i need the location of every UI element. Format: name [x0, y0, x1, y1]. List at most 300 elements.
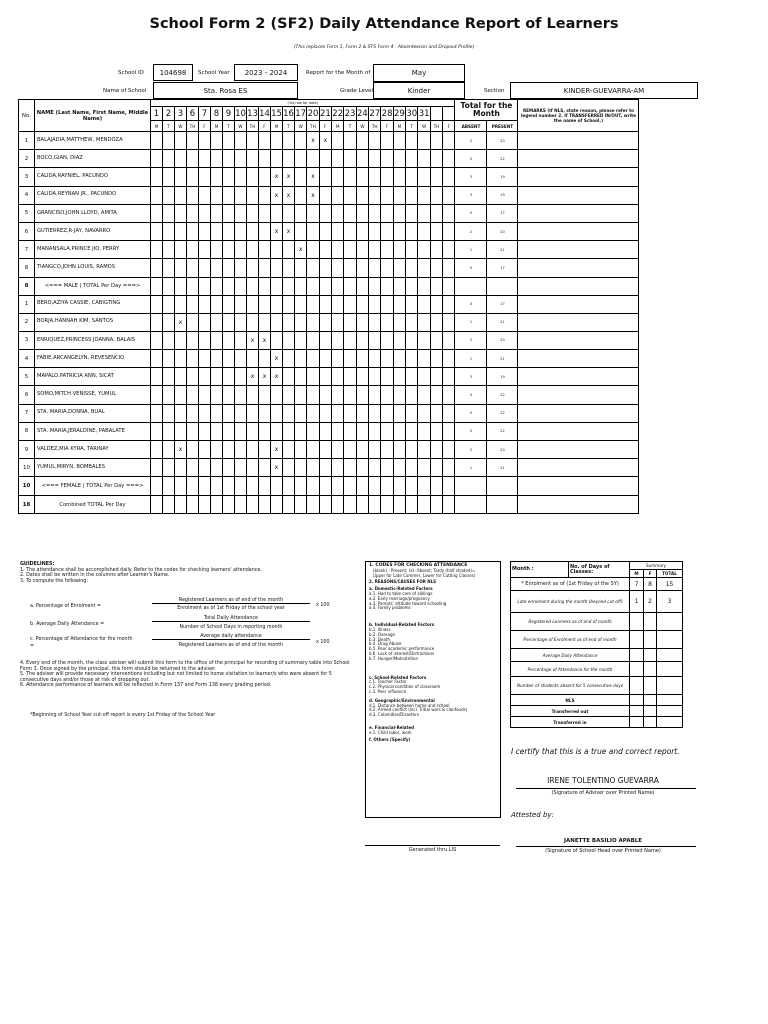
formula-c-label: c. Percentage of Attendance for the month [30, 637, 133, 642]
attendance-cell [307, 241, 319, 259]
attendance-cell [381, 313, 393, 331]
attendance-cell [247, 259, 259, 277]
absent-count: 0 [455, 404, 487, 422]
attendance-cell [443, 150, 455, 168]
attendance-cell [247, 277, 259, 295]
learner-name: YUMUL,MIRYN, BOMBALES [35, 459, 151, 477]
summary-pct-attendance-label: Percentage of Attendance for the month [511, 662, 630, 677]
attendance-cell [187, 313, 199, 331]
learner-number: 9 [19, 441, 35, 459]
attendance-cell [344, 477, 356, 496]
attendance-cell [406, 386, 418, 404]
learner-number: 10 [19, 459, 35, 477]
attendance-cell [295, 313, 307, 331]
attendance-cell [381, 204, 393, 222]
attendance-cell [443, 350, 455, 368]
attendance-cell [319, 459, 331, 477]
attendance-cell [295, 477, 307, 496]
summary-header: Summary [630, 562, 683, 570]
summary-registered-label: Registered Learners as of end of month [511, 613, 630, 631]
attendance-cell [247, 186, 259, 204]
attendance-cell [151, 295, 163, 313]
learner-name: CALIDA,REYNAN JR., PACUNDO [35, 186, 151, 204]
attendance-cell [295, 259, 307, 277]
attendance-cell [223, 459, 235, 477]
learner-number: 1 [19, 295, 35, 313]
attendance-cell [223, 241, 235, 259]
attendance-cell: x [247, 331, 259, 349]
attendance-cell [151, 222, 163, 240]
reasons-title: 2. REASONS/CAUSES FOR NLS [369, 579, 436, 585]
attendance-cell [271, 496, 283, 514]
total-number: 10 [19, 477, 35, 496]
weekday-cell: F [443, 121, 455, 132]
attendance-cell [443, 313, 455, 331]
date-cell: 31 [418, 108, 430, 119]
attendance-cell [332, 422, 344, 440]
attendance-cell [307, 150, 319, 168]
summary-month-label: Month : [511, 562, 569, 578]
attendance-cell [163, 241, 175, 259]
attendance-cell [393, 350, 405, 368]
attendance-cell [271, 277, 283, 295]
attendance-cell [175, 204, 187, 222]
school-year-label: School Year [198, 70, 230, 76]
remarks-cell [518, 132, 639, 150]
attendance-cell [187, 404, 199, 422]
attendance-cell [406, 241, 418, 259]
attendance-cell [187, 204, 199, 222]
absent-total [455, 277, 487, 295]
attendance-cell [151, 204, 163, 222]
absent-count: 0 [455, 204, 487, 222]
attendance-cell [163, 496, 175, 514]
attendance-cell [344, 295, 356, 313]
guideline-line: 6. Attendance performance of learners will be reflected in Form 137 and Form 138 every grading period. [20, 683, 272, 689]
attendance-cell [369, 204, 381, 222]
school-name-value: Sta. Rosa ES [153, 82, 298, 99]
attendance-cell [369, 259, 381, 277]
remarks-cell [518, 404, 639, 422]
guideline-line: 5. The adviser will provide necessary interventions including but not limited to home visitation to learner/s who were absent for 5 consecutive days and/or those at risk of dropping out. [20, 672, 332, 683]
weekday-cell: T [283, 121, 295, 132]
attendance-cell [235, 313, 247, 331]
attendance-cell [344, 441, 356, 459]
attendance-cell [356, 295, 368, 313]
attendance-cell [211, 331, 223, 349]
attendance-cell [332, 368, 344, 386]
attendance-cell [344, 150, 356, 168]
form-subtitle: (This replaces Form 1, Form 2 & STS Form 4 - Absenteeism and Dropout Profile) [293, 45, 475, 50]
attendance-cell [151, 168, 163, 186]
attendance-cell [369, 496, 381, 514]
attendance-cell [332, 241, 344, 259]
attendance-cell [393, 368, 405, 386]
attendance-cell [223, 222, 235, 240]
attendance-cell [271, 331, 283, 349]
attendance-cell [393, 277, 405, 295]
remarks-cell [518, 386, 639, 404]
formula-c-x100: x 100 [316, 640, 330, 645]
attendance-cell [344, 277, 356, 295]
attendance-cell [247, 295, 259, 313]
present-count: 19 [487, 186, 518, 204]
attendance-cell [175, 168, 187, 186]
attendance-cell [187, 186, 199, 204]
attendance-cell [223, 496, 235, 514]
attendance-cell [319, 422, 331, 440]
attendance-cell [418, 477, 430, 496]
formula-b-num: Total Daily Attendance [152, 616, 310, 622]
attendance-cell [381, 277, 393, 295]
attendance-cell [356, 350, 368, 368]
attendance-cell [443, 241, 455, 259]
formula-a-label: a. Percentage of Enrolment = [30, 604, 101, 609]
reason-item: a.1. Had to take care of siblings [369, 590, 433, 596]
attendance-cell [430, 168, 442, 186]
reason-group-title: f. Others (Specify) [369, 736, 411, 742]
attendance-cell [223, 277, 235, 295]
attendance-cell [163, 259, 175, 277]
attendance-cell [418, 350, 430, 368]
guidelines-more [20, 661, 360, 689]
attendance-cell [295, 295, 307, 313]
attendance-cell [271, 386, 283, 404]
attendance-cell [332, 386, 344, 404]
attendance-cell [319, 277, 331, 295]
attendance-cell [332, 186, 344, 204]
attendance-cell [211, 368, 223, 386]
attendance-cell [175, 496, 187, 514]
total-label: <=== FEMALE | TOTAL Per Day ===> [35, 477, 151, 496]
learner-name: STA. MARIA,DONNA, BUAL [35, 404, 151, 422]
weekday-cell: TH [307, 121, 319, 132]
attendance-cell [247, 477, 259, 496]
summary-late-label: Late enrolment during the month (beyond cut-off) [511, 591, 630, 613]
absent-count: 1 [455, 241, 487, 259]
attendance-cell [211, 350, 223, 368]
attendance-cell [430, 277, 442, 295]
weekday-cell: TH [369, 121, 381, 132]
reason-item: b.5. Poor academic performance [369, 646, 435, 652]
attendance-cell [319, 295, 331, 313]
attendance-cell [259, 404, 271, 422]
attendance-cell [430, 496, 442, 514]
date-cell: 30 [406, 108, 418, 119]
no-header: No. [19, 100, 35, 132]
learner-name: CALIDA,RAYNIEL, PACUNDO [35, 168, 151, 186]
attendance-cell [344, 404, 356, 422]
attendance-cell [319, 259, 331, 277]
attendance-cell [199, 277, 211, 295]
attendance-cell [151, 386, 163, 404]
attendance-cell [430, 368, 442, 386]
attendance-cell [418, 313, 430, 331]
attendance-cell [344, 241, 356, 259]
attendance-cell [199, 295, 211, 313]
attendance-codes-box [365, 561, 501, 818]
attendance-cell [443, 496, 455, 514]
attendance-cell [223, 259, 235, 277]
attendance-cell [369, 331, 381, 349]
table-row [19, 459, 639, 477]
learner-number: 7 [19, 404, 35, 422]
attendance-cell: x [271, 168, 283, 186]
reason-item: c.1. Teacher Factor [369, 679, 407, 685]
attendance-cell [187, 331, 199, 349]
section-value: KINDER-GUEVARRA-AM [510, 82, 698, 99]
attendance-cell [356, 368, 368, 386]
summary-ada-label: Average Daily Attendance [511, 649, 630, 662]
attendance-cell [199, 368, 211, 386]
attendance-cell [344, 459, 356, 477]
attendance-cell [235, 368, 247, 386]
attendance-cell [332, 295, 344, 313]
attendance-cell [175, 150, 187, 168]
attendance-cell: x [247, 368, 259, 386]
remarks-cell [518, 186, 639, 204]
attendance-cell [247, 241, 259, 259]
attendance-cell [443, 168, 455, 186]
summary-nls-label: NLS [511, 695, 630, 706]
attendance-cell [247, 496, 259, 514]
attendance-cell [199, 186, 211, 204]
attendance-cell [187, 132, 199, 150]
present-total [487, 277, 518, 295]
absent-count: 3 [455, 186, 487, 204]
attendance-cell [307, 496, 319, 514]
attendance-cell [259, 168, 271, 186]
absent-count: 0 [455, 150, 487, 168]
attendance-cell [418, 222, 430, 240]
absent-total [455, 477, 487, 496]
attendance-cell [406, 496, 418, 514]
attendance-cell [443, 277, 455, 295]
attendance-cell [393, 168, 405, 186]
attendance-cell [319, 368, 331, 386]
attendance-cell [211, 277, 223, 295]
attendance-cell [259, 277, 271, 295]
attendance-cell [356, 331, 368, 349]
attendance-cell [211, 132, 223, 150]
date-cell: 15 [271, 108, 282, 119]
attendance-cell [381, 422, 393, 440]
attendance-cell [187, 368, 199, 386]
attendance-cell [247, 204, 259, 222]
summary-enrolment-f: 8 [644, 578, 657, 591]
attendance-cell [381, 477, 393, 496]
attendance-cell [356, 132, 368, 150]
attendance-cell [430, 222, 442, 240]
learner-number: 8 [19, 259, 35, 277]
attendance-cell [332, 222, 344, 240]
weekday-cell: T [223, 121, 235, 132]
attendance-cell [223, 404, 235, 422]
attendance-cell [369, 477, 381, 496]
guidelines-title: GUIDELINES: [20, 562, 55, 567]
guideline-line: 4. Every end of the month, the class adviser will submit this form to the office of the principal for recording of summary table into School Form 3. Once signed by the principal, this form should be returned to the adviser. [20, 661, 350, 672]
date-cell: 27 [369, 108, 381, 119]
attendance-cell [247, 404, 259, 422]
attendance-cell [163, 459, 175, 477]
remarks-cell [518, 277, 639, 295]
attendance-cell [307, 459, 319, 477]
absent-count: 3 [455, 368, 487, 386]
attendance-cell [393, 259, 405, 277]
attendance-cell [356, 496, 368, 514]
attendance-cell [235, 459, 247, 477]
table-row [19, 168, 639, 186]
attendance-cell [259, 496, 271, 514]
attendance-cell [295, 386, 307, 404]
attendance-cell: x [271, 459, 283, 477]
adviser-name: IRENE TOLENTINO GUEVARRA [547, 776, 659, 785]
attendance-cell [307, 477, 319, 496]
attendance-cell [332, 404, 344, 422]
attendance-cell: x [259, 331, 271, 349]
attendance-cell [406, 132, 418, 150]
attendance-cell [430, 150, 442, 168]
remarks-cell [518, 168, 639, 186]
reason-item: b.6. Lack of interest/Distractions [369, 650, 435, 656]
attendance-cell [223, 132, 235, 150]
attendance-cell [418, 441, 430, 459]
attendance-cell [369, 386, 381, 404]
attendance-cell [223, 331, 235, 349]
attendance-cell [175, 368, 187, 386]
attendance-cell [430, 350, 442, 368]
attendance-cell [393, 186, 405, 204]
learner-number: 5 [19, 204, 35, 222]
attendance-cell [430, 295, 442, 313]
attendance-cell [175, 186, 187, 204]
attendance-cell [369, 150, 381, 168]
attendance-cell [430, 313, 442, 331]
attendance-cell [430, 386, 442, 404]
certify-statement: I certify that this is a true and correct report. [511, 747, 680, 756]
attendance-cell [406, 150, 418, 168]
attendance-cell [393, 477, 405, 496]
reason-item: b.4. Drug Abuse [369, 641, 402, 647]
attendance-cell [381, 259, 393, 277]
attendance-cell [163, 368, 175, 386]
summary-transferred-in-label: Transferred in [511, 717, 630, 728]
attendance-cell [211, 477, 223, 496]
attendance-cell [356, 441, 368, 459]
present-count: 17 [487, 259, 518, 277]
attendance-cell [223, 368, 235, 386]
attendance-cell [344, 386, 356, 404]
attendance-cell [163, 422, 175, 440]
attendance-cell [307, 331, 319, 349]
table-row [19, 204, 639, 222]
attendance-cell [223, 168, 235, 186]
attendance-cell [406, 313, 418, 331]
attendance-cell [381, 222, 393, 240]
attendance-cell [151, 404, 163, 422]
learner-number: 3 [19, 168, 35, 186]
remarks-cell [518, 350, 639, 368]
attendance-cell [199, 496, 211, 514]
attendance-cell [381, 168, 393, 186]
attendance-cell: x [283, 186, 295, 204]
date-cell: 10 [235, 108, 246, 119]
summary-enrolment-m: 7 [630, 578, 644, 591]
attendance-cell [187, 277, 199, 295]
present-count: 22 [487, 404, 518, 422]
guidelines [20, 562, 360, 584]
attendance-cell [175, 132, 187, 150]
attendance-cell [332, 441, 344, 459]
attendance-cell [418, 404, 430, 422]
attendance-cell [199, 259, 211, 277]
remarks-cell [518, 259, 639, 277]
attendance-cell [211, 150, 223, 168]
attendance-cell [259, 477, 271, 496]
attendance-cell [393, 441, 405, 459]
attendance-cell: x [283, 168, 295, 186]
attendance-cell [295, 132, 307, 150]
attendance-cell [319, 404, 331, 422]
attendance-cell [356, 150, 368, 168]
summary-pct-enrolment-label: Percentage of Enrolment as of end of month [511, 631, 630, 649]
attendance-cell [332, 168, 344, 186]
summary-enrolment-label: * Enrolment as of (1st Friday of the SY) [511, 578, 630, 591]
attendance-cell [381, 331, 393, 349]
learner-number: 6 [19, 386, 35, 404]
attendance-cell [235, 422, 247, 440]
attendance-cell [344, 368, 356, 386]
attendance-cell [356, 477, 368, 496]
attendance-cell [151, 422, 163, 440]
learner-name: VALDEZ,MIA KYRA, TARINAY [35, 441, 151, 459]
attendance-cell [307, 422, 319, 440]
remarks-cell [518, 241, 639, 259]
attendance-cell [418, 241, 430, 259]
reason-group-title: d. Geographic/Environmental [369, 697, 435, 703]
attendance-cell [369, 241, 381, 259]
table-row [19, 132, 639, 150]
attendance-cell [430, 422, 442, 440]
attendance-cell [187, 259, 199, 277]
attendance-cell [151, 459, 163, 477]
attendance-cell: x [175, 441, 187, 459]
reason-item: a.4. Family problems [369, 605, 411, 611]
date-cell: 9 [223, 107, 235, 121]
weekday-cell: TH [187, 121, 199, 132]
date-cell: 14 [259, 108, 270, 119]
weekday-cell: M [332, 121, 344, 132]
date-cell: 22 [332, 108, 344, 119]
attendance-cell [443, 404, 455, 422]
attendance-cell [369, 422, 381, 440]
attendance-cell [235, 241, 247, 259]
learner-name: STA. MARIA,JERALDINE, PABALATE [35, 422, 151, 440]
formula-c-den: Registered Learners as of end of the month [178, 643, 284, 648]
attendance-cell [247, 386, 259, 404]
attendance-cell: x [307, 168, 319, 186]
total-label: <=== MALE | TOTAL Per Day ===> [35, 277, 151, 295]
weekday-cell: W [418, 121, 430, 132]
weekday-cell: M [151, 121, 163, 132]
attendance-cell [199, 150, 211, 168]
attendance-cell [163, 313, 175, 331]
attendance-cell [211, 204, 223, 222]
attendance-cell [381, 295, 393, 313]
attendance-cell [332, 204, 344, 222]
attendance-cell [307, 441, 319, 459]
grade-label: Grade Level [340, 88, 374, 94]
